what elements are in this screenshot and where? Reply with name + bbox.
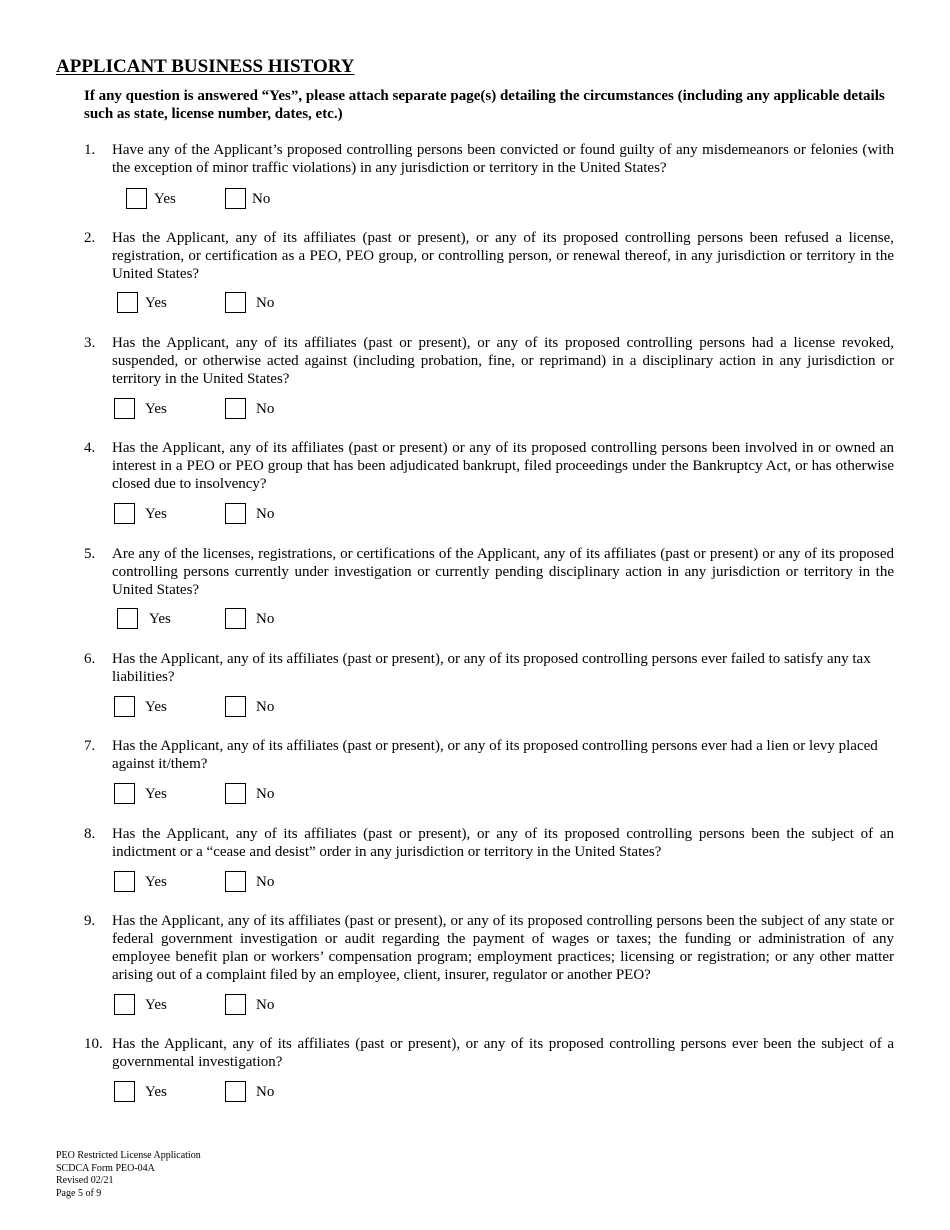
- question-text: Have any of the Applicant’s proposed controlling persons been convicted or found guilty of any misdemeanors or felonies (with the exception of minor traffic violations) in any jurisdiction or territory in the United States?: [112, 142, 894, 176]
- answers-4: [0, 503, 950, 527]
- question-text: Has the Applicant, any of its affiliates (past or present), or any of its proposed controlling persons been the subject of any state or federal government investigation or audit regarding the payment of wages or taxes; the funding or administration of any employee benefit plan or workers’ compensation program; employment practices; licensing or registration; or any other matter arising out of a complaint filed by an employee, client, insurer, regulator or another PEO?: [112, 913, 894, 983]
- answers-10: [0, 1081, 950, 1105]
- no-label: No: [256, 997, 275, 1013]
- question-text: Has the Applicant, any of its affiliates (past or present), or any of its proposed controlling persons ever had a lien or levy placed against it/them?: [112, 738, 878, 772]
- question-text: Has the Applicant, any of its affiliates (past or present), or any of its proposed controlling persons had a license revoked, suspended, or otherwise acted against (including probation, fine, or reprimand) in a disciplinary action in any jurisdiction or territory in the United States?: [112, 335, 894, 387]
- yes-checkbox-9[interactable]: [114, 994, 135, 1015]
- no-checkbox-9[interactable]: [225, 994, 246, 1015]
- answers-3: [0, 398, 950, 422]
- yes-label: Yes: [145, 1084, 167, 1100]
- no-label: No: [256, 401, 275, 417]
- question-number: 5.: [84, 546, 96, 562]
- no-checkbox-10[interactable]: [225, 1081, 246, 1102]
- question-text: Has the Applicant, any of its affiliates (past or present), or any of its proposed controlling persons ever been the subject of a governmental investigation?: [112, 1036, 894, 1070]
- yes-checkbox-4[interactable]: [114, 503, 135, 524]
- question-text: Has the Applicant, any of its affiliates (past or present), or any of its proposed controlling persons been refused a license, registration, or certification as a PEO, PEO group, or controlling person, or renewal thereof, in any jurisdiction or territory in the United States?: [112, 230, 894, 282]
- yes-label: Yes: [145, 874, 167, 890]
- no-label: No: [256, 506, 275, 522]
- footer-page-number: Page 5 of 9: [56, 1187, 102, 1199]
- yes-checkbox-10[interactable]: [114, 1081, 135, 1102]
- yes-label: Yes: [145, 295, 167, 311]
- answers-7: [0, 783, 950, 807]
- answers-8: [0, 871, 950, 895]
- question-number: 7.: [84, 738, 96, 754]
- question-number: 6.: [84, 651, 96, 667]
- no-checkbox-1[interactable]: [225, 188, 246, 209]
- answers-9: [0, 994, 950, 1018]
- no-label: No: [252, 191, 271, 207]
- no-checkbox-5[interactable]: [225, 608, 246, 629]
- question-text: Has the Applicant, any of its affiliates (past or present), or any of its proposed controlling persons been the subject of an indictment or a “cease and desist” order in any jurisdiction or territory in the United States?: [112, 826, 894, 860]
- yes-checkbox-6[interactable]: [114, 696, 135, 717]
- question-text: Has the Applicant, any of its affiliates (past or present), or any of its proposed controlling persons ever failed to satisfy any tax liabilities?: [112, 651, 871, 685]
- yes-label: Yes: [145, 401, 167, 417]
- page-footer: [56, 1150, 201, 1200]
- no-checkbox-8[interactable]: [225, 871, 246, 892]
- no-label: No: [256, 786, 275, 802]
- question-number: 2.: [84, 230, 96, 246]
- yes-label: Yes: [145, 506, 167, 522]
- answers-1: [0, 188, 950, 212]
- no-checkbox-7[interactable]: [225, 783, 246, 804]
- no-label: No: [256, 1084, 275, 1100]
- question-number: 3.: [84, 335, 96, 351]
- no-checkbox-3[interactable]: [225, 398, 246, 419]
- no-checkbox-2[interactable]: [225, 292, 246, 313]
- question-text: Are any of the licenses, registrations, or certifications of the Applicant, any of its affiliates (past or present) or any of its proposed controlling persons currently under investigation or currently pending disciplinary action in any jurisdiction or territory in the United States?: [112, 546, 894, 598]
- yes-checkbox-3[interactable]: [114, 398, 135, 419]
- answers-5: [0, 608, 950, 632]
- yes-checkbox-7[interactable]: [114, 783, 135, 804]
- answers-2: [0, 292, 950, 316]
- yes-label: Yes: [145, 699, 167, 715]
- no-label: No: [256, 699, 275, 715]
- footer-form-title: PEO Restricted License Application: [56, 1150, 201, 1161]
- question-number: 10.: [84, 1036, 103, 1052]
- yes-checkbox-5[interactable]: [117, 608, 138, 629]
- yes-label: Yes: [145, 997, 167, 1013]
- yes-label: Yes: [149, 611, 171, 627]
- yes-label: Yes: [154, 191, 176, 207]
- page-title: APPLICANT BUSINESS HISTORY: [56, 56, 355, 77]
- yes-checkbox-8[interactable]: [114, 871, 135, 892]
- yes-label: Yes: [145, 786, 167, 802]
- footer-form-number: SCDCA Form PEO-04A: [56, 1162, 155, 1174]
- instructions: If any question is answered “Yes”, please attach separate page(s) detailing the circumstances (including any applicable details such as state, license number, dates, etc.): [84, 88, 885, 122]
- no-label: No: [256, 874, 275, 890]
- question-number: 1.: [84, 142, 96, 158]
- yes-checkbox-1[interactable]: [126, 188, 147, 209]
- question-text: Has the Applicant, any of its affiliates (past or present) or any of its proposed controlling persons been involved in or owned an interest in a PEO or PEO group that has been adjudicated bankrupt, filed proceedings under the Bankruptcy Act, or has otherwise closed due to insolvency?: [112, 440, 894, 492]
- yes-checkbox-2[interactable]: [117, 292, 138, 313]
- no-checkbox-4[interactable]: [225, 503, 246, 524]
- question-number: 9.: [84, 913, 96, 929]
- question-number: 4.: [84, 440, 96, 456]
- no-label: No: [256, 611, 275, 627]
- answers-6: [0, 696, 950, 720]
- question-number: 8.: [84, 826, 96, 842]
- no-checkbox-6[interactable]: [225, 696, 246, 717]
- no-label: No: [256, 295, 275, 311]
- footer-revision: Revised 02/21: [56, 1175, 114, 1186]
